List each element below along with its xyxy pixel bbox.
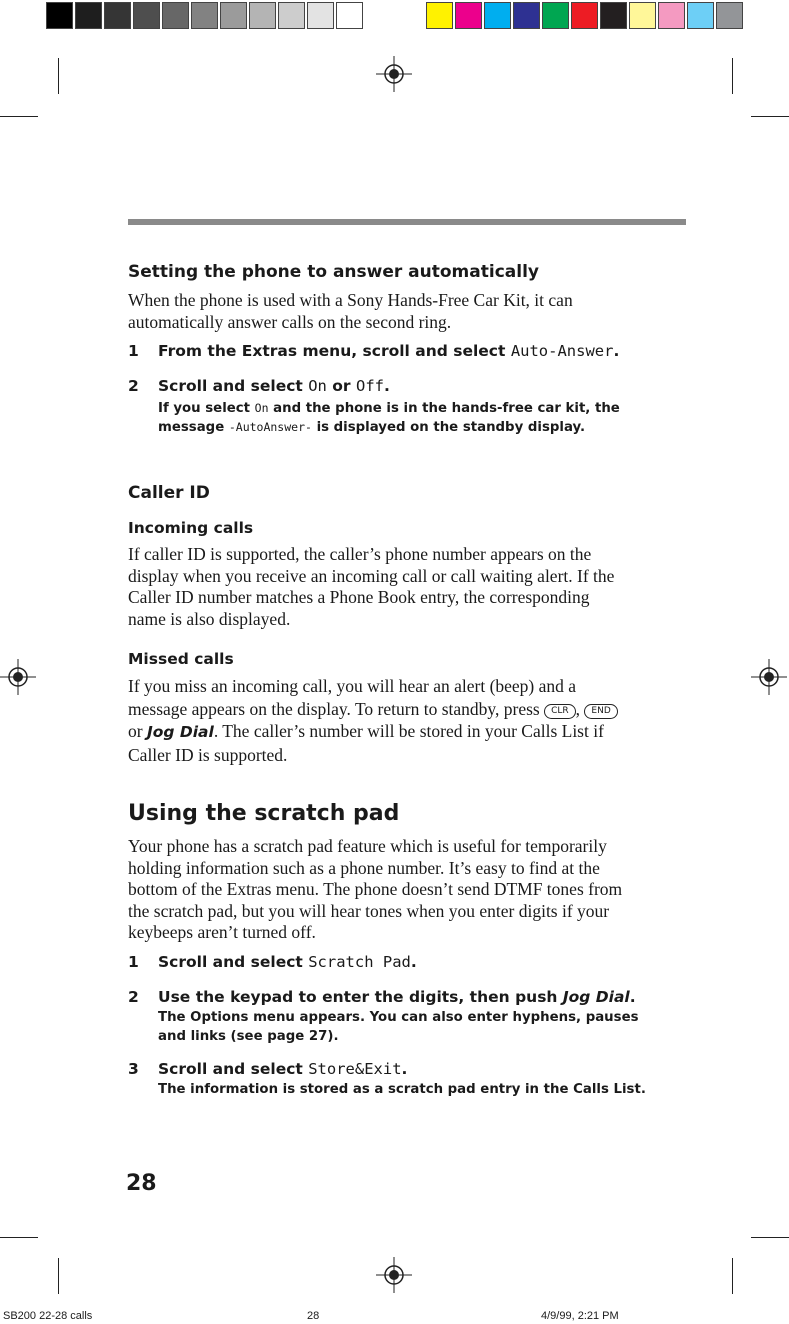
crop-mark [0,1237,38,1238]
calibration-swatch [572,3,597,28]
calibration-swatch [427,3,452,28]
footer-filename: SB200 22-28 calls [3,1310,93,1322]
calibration-swatch [717,3,742,28]
calibration-swatch [485,3,510,28]
calibration-swatch [105,3,130,28]
scratch-pad-step-2-detail: The Options menu appears. You can also enter hyphens, pauses and links (see page 27). [158,1010,639,1044]
subheading-incoming-calls: Incoming calls [128,519,254,537]
header-rule [128,219,686,225]
calibration-swatch [221,3,246,28]
calibration-swatch [337,3,362,28]
calibration-swatch [543,3,568,28]
section-title-scratch-pad: Using the scratch pad [128,801,400,826]
calibration-swatch [134,3,159,28]
auto-answer-intro: When the phone is used with a Sony Hands-Free Car Kit, it can automatically answer calls on the second ring. [128,290,573,332]
calibration-swatch [163,3,188,28]
registration-mark-icon [376,1257,412,1293]
calibration-swatch [514,3,539,28]
incoming-calls-text: If caller ID is supported, the caller’s phone number appears on the display when you receive an incoming call or call waiting alert. If the Caller ID number matches a Phone Book entry, the corresponding name is also displayed. [128,544,615,629]
subheading-missed-calls: Missed calls [128,650,234,668]
calibration-swatch [279,3,304,28]
footer-timestamp: 4/9/99, 2:21 PM [541,1310,619,1322]
missed-calls-text: If you miss an incoming call, you will hear an alert (beep) and a message appears on the display. To return to standby, press CLR , END or Jog Dial. The caller’s number will be stored in your Calls List if Caller ID is supported. [128,675,688,766]
section-title-auto-answer: Setting the phone to answer automatically [128,262,539,282]
page-number: 28 [126,1171,157,1196]
registration-mark-icon [751,659,787,695]
display-text: Store&Exit [308,1060,402,1078]
calibration-swatch [308,3,333,28]
crop-mark [732,58,733,94]
calibration-swatch [601,3,626,28]
calibration-swatch [250,3,275,28]
footer-page: 28 [307,1310,320,1322]
scratch-pad-step-3-detail: The information is stored as a scratch pad entry in the Calls List. [158,1082,646,1097]
scratch-pad-intro: Your phone has a scratch pad feature which is useful for temporarily holding information such as a phone number. It’s easy to find at the bottom of the Extras menu. The phone doesn’t send DTMF tones from the scratch pad, but you will hear tones when you enter digits if your keybeeps aren’t turned off. [128,836,623,942]
display-text: Off [355,377,384,395]
crop-mark [751,116,789,117]
display-text: On [308,377,327,395]
calibration-swatch [192,3,217,28]
calibration-swatch [456,3,481,28]
end-key-icon: END [584,704,617,719]
calibration-swatch [47,3,72,28]
calibration-swatch [630,3,655,28]
registration-mark-icon [376,56,412,92]
display-text: Auto-Answer [510,342,614,360]
clr-key-icon: CLR [544,704,576,719]
auto-answer-step-2-detail: If you select On and the phone is in the hands-free car kit, the message -AutoAnswer- is displayed on the standby display. [158,401,620,435]
display-text: Scratch Pad [308,953,411,971]
crop-mark [58,58,59,94]
section-title-caller-id: Caller ID [128,483,210,503]
crop-mark [751,1237,789,1238]
crop-mark [58,1258,59,1294]
calibration-swatch [688,3,713,28]
calibration-swatch [659,3,684,28]
registration-mark-icon [0,659,36,695]
crop-mark [0,116,38,117]
crop-mark [732,1258,733,1294]
calibration-swatch [76,3,101,28]
